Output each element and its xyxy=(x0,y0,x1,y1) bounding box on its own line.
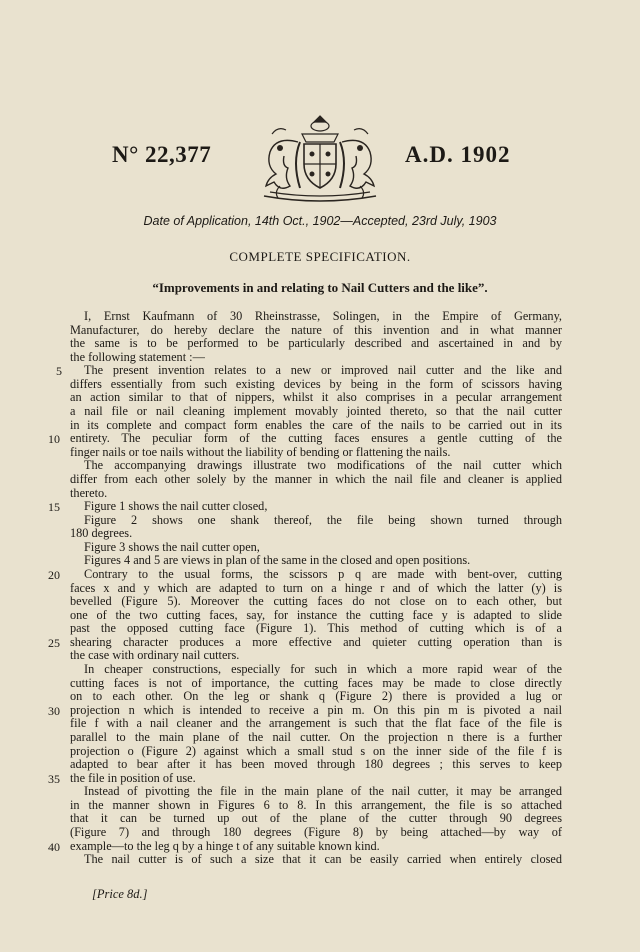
text-line: projection o (Figure 2) against which a small stud s on the inner side of the file f is xyxy=(70,744,562,758)
text-line: Figure 1 shows the nail cutter closed, xyxy=(84,500,268,514)
margin-line-number: 30 xyxy=(48,703,60,718)
text-line: a nail file or nail cleaning implement movably jointed thereto, so that the nail cutter xyxy=(70,405,562,419)
text-line: in its complete and compact form enables the care of the nails to be carried out in its xyxy=(70,418,562,432)
text-line: entirety. The peculiar form of the cutting faces ensures a gentle cutting of the xyxy=(70,432,562,446)
text-line: parallel to the main plane of the nail cutter. On the projection n there is a further xyxy=(70,730,562,744)
text-line: (Figure 7) and through 180 degrees (Figure 8) by being attached—by way of xyxy=(70,825,562,839)
text-line: Figure 3 shows the nail cutter open, xyxy=(84,540,260,554)
text-line: past the opposed cutting face (Figure 1). This method of cutting which is of a xyxy=(70,622,562,636)
text-line: The accompanying drawings illustrate two modifications of the nail cutter which xyxy=(84,459,562,473)
text-line: file f with a nail cleaner and the arrangement is such that the flat face of the file is xyxy=(70,717,562,731)
patent-year: A.D. 1902 xyxy=(405,142,511,167)
text-line: finger nails or toe nails without the liability of bending or flattening the nails. xyxy=(70,445,451,459)
text-line: example—to the leg q by a hinge t of any suitable known kind. xyxy=(70,839,380,853)
application-dateline: Date of Application, 14th Oct., 1902—Accepted, 23rd July, 1903 xyxy=(143,214,497,228)
text-line: the case with ordinary nail cutters. xyxy=(70,649,240,663)
text-line: The present invention relates to a new or improved nail cutter and the like and xyxy=(84,364,562,378)
patent-header xyxy=(0,112,640,202)
text-line: Instead of pivotting the file in the main plane of the nail cutter, it may be arranged xyxy=(84,785,562,799)
text-line: In cheaper constructions, especially for such in which a more rapid wear of the xyxy=(84,663,562,677)
text-line: bevelled (Figure 5). Moreover the cutting faces do not close on to each other, but xyxy=(70,595,562,609)
margin-line-number: 20 xyxy=(48,568,60,583)
text-line: that it can be turned up out of the plane of the cutter through 90 degrees xyxy=(70,812,562,826)
patent-number: N° 22,377 xyxy=(112,142,212,167)
text-line: differ from each other solely by the manner in which the nail file and cleaner is applied xyxy=(70,472,562,486)
margin-line-number: 10 xyxy=(48,432,60,447)
text-line: shearing character produces a more effective and quieter cutting operation than is xyxy=(70,635,562,649)
text-line: one of the two cutting faces, say, for instance the cutting face y is adapted to slide xyxy=(70,608,562,622)
text-line: Figures 4 and 5 are views in plan of the same in the closed and open positions. xyxy=(84,554,471,568)
text-line: projection n which is intended to receive a pin m. On this pin m is pivoted a nail xyxy=(70,703,562,717)
invention-title: “Improvements in and relating to Nail Cutters and the like”. xyxy=(152,280,488,295)
text-line: Contrary to the usual forms, the scissors p q are made with bent-over, cutting xyxy=(84,567,562,581)
text-line: in the manner shown in Figures 6 to 8. In this arrangement, the file is so attached xyxy=(70,798,562,812)
text-line: thereto. xyxy=(70,486,108,500)
text-line: 180 degrees. xyxy=(70,527,133,541)
specification-body xyxy=(70,310,562,867)
text-line: faces x and y which are adapted to turn on a hinge r and of which the latter (y) is xyxy=(70,581,562,595)
text-line: on to each other. On the leg or shank q (Figure 2) there is provided a lug or xyxy=(70,690,562,704)
royal-coat-of-arms-icon xyxy=(250,112,390,204)
text-line: the same is to be performed to be particularly described and ascertained in and by xyxy=(70,337,562,351)
text-line: the following statement :— xyxy=(70,350,205,364)
text-line: Manufacturer, do hereby declare the nature of this invention and in what manner xyxy=(70,323,562,337)
margin-line-number: 15 xyxy=(48,500,60,515)
text-line: Figure 2 shows one shank thereof, the file being shown turned through xyxy=(84,513,562,527)
text-line: The nail cutter is of such a size that it can be easily carried when entirely closed xyxy=(84,853,562,867)
text-line: an action similar to that of nippers, whilst it also comprises in a pecular arrangement xyxy=(70,391,562,405)
margin-line-number: 35 xyxy=(48,771,60,786)
spec-heading: COMPLETE SPECIFICATION. xyxy=(229,249,411,264)
margin-line-number: 5 xyxy=(56,364,62,379)
text-line: I, Ernst Kaufmann of 30 Rheinstrasse, Solingen, in the Empire of Germany, xyxy=(84,310,562,323)
margin-line-number: 25 xyxy=(48,635,60,650)
text-line: differs essentially from such existing devices by being in the form of scissors having xyxy=(70,377,562,391)
margin-line-number: 40 xyxy=(48,839,60,854)
text-line: the file in position of use. xyxy=(70,771,196,785)
text-line: adapted to bear after it has been moved through 180 degrees ; this serves to keep xyxy=(70,758,562,772)
price-note: [Price 8d.] xyxy=(92,887,148,901)
text-line: cutting faces is not of importance, the cutting faces may be made to close directly xyxy=(70,676,562,690)
